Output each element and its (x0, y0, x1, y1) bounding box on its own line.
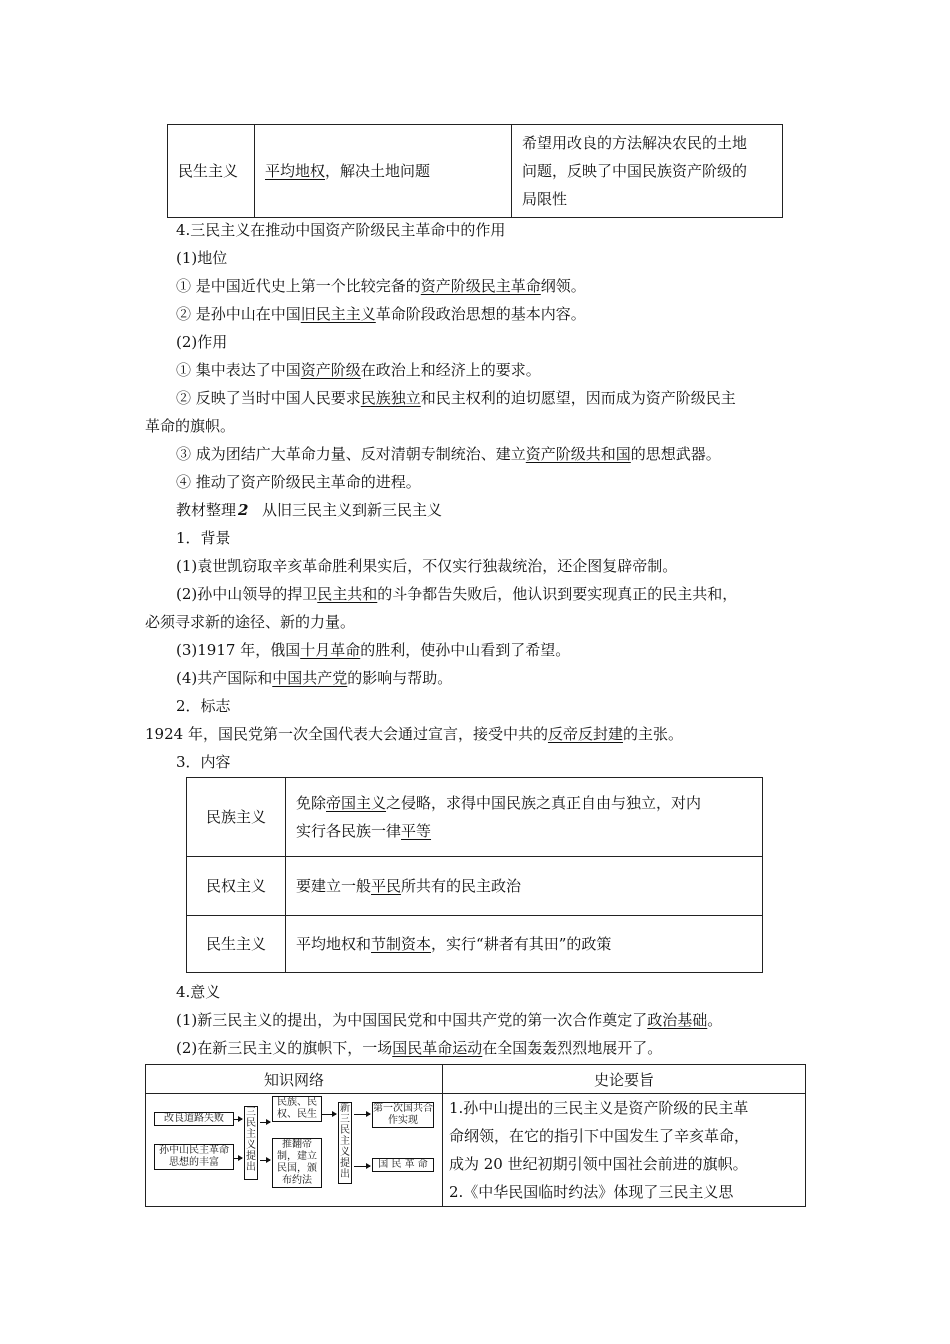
arrow (260, 1122, 270, 1123)
node-sun-thought: 孙中山民主革命思想的丰富 (154, 1144, 234, 1170)
key-term: 平均地权 (265, 162, 326, 180)
row-content-text: ，解决土地问题 (325, 162, 431, 180)
paragraph: (1)袁世凯窃取辛亥革命胜利果实后，不仅实行独裁统治，还企图复辟帝制。 (176, 557, 678, 575)
paragraph: ③ 成为团结广大革命力量、反对清朝专制统治、建立资产阶级共和国的思想武器。 (176, 445, 721, 463)
paragraph: ② 反映了当时中国人民要求民族独立和民主权利的迫切愿望，因而成为资产阶级民主 (176, 389, 736, 407)
node-new-principles-proposed: 新三民主义提出 (338, 1102, 352, 1184)
row-content: 平均地权和节制资本，实行“耕者有其田”的政策 (286, 916, 763, 973)
row-label: 民生主义 (187, 916, 286, 973)
point-line: 1.孙中山提出的三民主义是资产阶级的民主革 (449, 1099, 749, 1117)
part-title: 教材整理 2 从旧三民主义到新三民主义 (176, 501, 443, 519)
point-line: 成为 20 世纪初期引领中国社会前进的旗帜。 (449, 1155, 748, 1173)
arrow (354, 1114, 370, 1115)
arrow (354, 1166, 370, 1167)
paragraph: ② 是孙中山在中国旧民主主义革命阶段政治思想的基本内容。 (176, 305, 586, 323)
node-first-cooperation: 第一次国共合作实现 (373, 1103, 433, 1126)
section-heading: 4.三民主义在推动中国资产阶级民主革命中的作用 (176, 221, 506, 239)
sub-heading: 3．内容 (176, 753, 231, 771)
evaluation-line: 希望用改良的方法解决农民的土地 (522, 134, 748, 152)
knowledge-network-header: 知识网络 (146, 1065, 443, 1094)
table-row (187, 916, 763, 973)
arrow (260, 1160, 270, 1161)
sub-heading: 2．标志 (176, 697, 231, 715)
row-label: 民生主义 (168, 125, 255, 218)
table-header-row (146, 1065, 806, 1094)
row-content: 免除帝国主义之侵略，求得中国民族之真正自由与独立，对内 实行各民族一律平等 (286, 778, 763, 857)
table-row (187, 857, 763, 916)
paragraph: ④ 推动了资产阶级民主革命的进程。 (176, 473, 421, 491)
point-line: 2.《中华民国临时约法》体现了三民主义思 (449, 1183, 734, 1201)
arrow (234, 1158, 242, 1159)
paragraph: (3)1917 年，俄国十月革命的胜利，使孙中山看到了希望。 (176, 641, 571, 659)
new-three-principles-table (186, 777, 763, 973)
row-evaluation (512, 125, 783, 218)
node-national-revolution: 国 民 革 命 (372, 1158, 434, 1172)
historical-points (443, 1094, 806, 1207)
sub-heading: 4.意义 (176, 983, 221, 1001)
table-row (168, 125, 783, 218)
livelihood-table-old (167, 124, 783, 218)
summary-table (145, 1064, 806, 1207)
evaluation-line: 问题，反映了中国民族资产阶级的 (522, 162, 748, 180)
node-three-principles: 民族、民权、民生 (272, 1096, 322, 1122)
sub-heading: (1)地位 (176, 249, 228, 267)
node-old-principles-proposed: 三民主义提出 (244, 1106, 258, 1180)
arrow (322, 1114, 336, 1115)
row-content (255, 125, 512, 218)
sub-heading: 1．背景 (176, 529, 231, 547)
paragraph: 1924 年，国民党第一次全国代表大会通过宣言，接受中共的反帝反封建的主张。 (145, 725, 683, 743)
point-line: 命纲领，在它的指引下中国发生了辛亥革命， (449, 1127, 750, 1145)
sub-heading: (2)作用 (176, 333, 228, 351)
node-overthrow-monarchy: 推翻帝制，建立民国，颁布约法 (272, 1138, 322, 1188)
row-content: 要建立一般平民所共有的民主政治 (286, 857, 763, 916)
paragraph: (2)在新三民主义的旗帜下，一场国民革命运动在全国轰轰烈烈地展开了。 (176, 1039, 663, 1057)
paragraph: ① 是中国近代史上第一个比较完备的资产阶级民主革命纲领。 (176, 277, 586, 295)
row-label: 民族主义 (187, 778, 286, 857)
paragraph: (4)共产国际和中国共产党的影响与帮助。 (176, 669, 453, 687)
arrow (234, 1119, 242, 1120)
paragraph-cont: 必须寻求新的途径、新的力量。 (145, 613, 356, 631)
historical-points-header: 史论要旨 (443, 1065, 806, 1094)
knowledge-network-diagram (146, 1094, 443, 1207)
paragraph: ① 集中表达了中国资产阶级在政治上和经济上的要求。 (176, 361, 541, 379)
paragraph: (2)孙中山领导的捍卫民主共和的斗争都告失败后，他认识到要实现真正的民主共和， (176, 585, 738, 603)
table-row (146, 1094, 806, 1207)
paragraph-cont: 革命的旗帜。 (145, 417, 236, 435)
evaluation-line: 局限性 (522, 190, 568, 208)
paragraph: (1)新三民主义的提出，为中国国民党和中国共产党的第一次合作奠定了政治基础。 (176, 1011, 723, 1029)
table-row (187, 778, 763, 857)
node-reform-fail: 改良道路失败 (154, 1112, 234, 1126)
row-label: 民权主义 (187, 857, 286, 916)
